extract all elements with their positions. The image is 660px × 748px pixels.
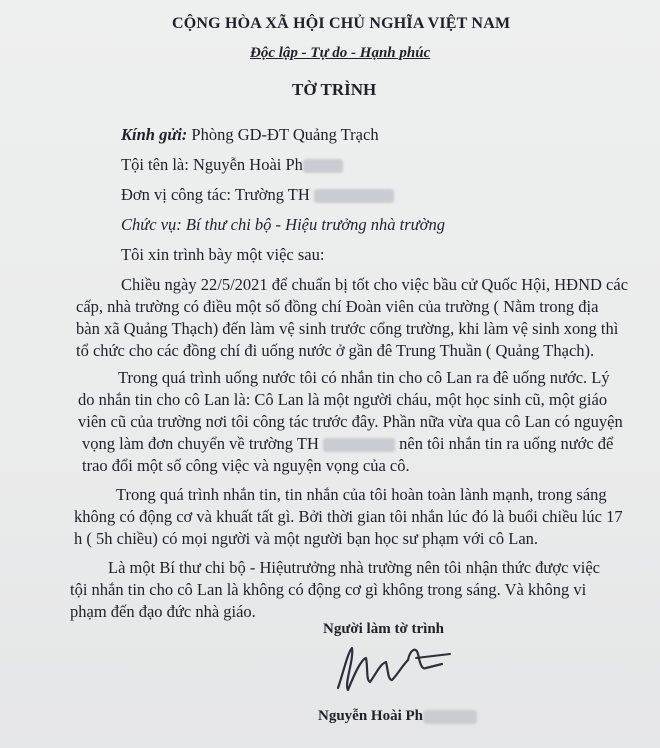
redaction [303, 159, 343, 173]
sender-unit: Đơn vị công tác: Trường TH [121, 185, 310, 204]
body-line: không có động cơ và khuất tất gì. Bởi thời gian tôi nhắn lúc đó là buổi chiều lúc 17 [74, 507, 623, 526]
signer-role: Người làm tờ trình [323, 621, 445, 637]
body-text: nên tôi nhắn tin ra uống nước để [399, 434, 614, 453]
body-line: tổ chức cho các đồng chí đi uống nước ở gần đê Trung Thuần ( Quảng Thạch). [76, 341, 595, 360]
motto: Độc lập - Tự do - Hạnh phúc [250, 45, 431, 61]
body-line: tội nhắn tin cho cô Lan là không có động cơ gì không trong sáng. Và không vi [70, 580, 587, 599]
intro-text: Tôi xin trình bày một việc sau: [121, 245, 325, 264]
recipient-value: Phòng GD-ĐT Quảng Trạch [191, 125, 379, 144]
body-line: trao đổi một số công việc và nguyện vọng của cô. [82, 456, 410, 475]
sender-position: Chức vụ: Bí thư chi bộ - Hiệu trưởng nhà trường [121, 215, 445, 234]
signer-name: Nguyễn Hoài Ph [318, 708, 424, 724]
body-line: cấp, nhà trường có điều một số đồng chí Đoàn viên của trường ( Nằm trong địa [76, 297, 599, 316]
body-line: Chiều ngày 22/5/2021 để chuẩn bị tốt cho việc bầu cử Quốc Hội, HĐND các [121, 275, 629, 294]
recipient-line [121, 125, 379, 145]
sender-name-line [121, 155, 343, 175]
body-line: bàn xã Quảng Thạch) đến làm vệ sinh trước cổng trường, khi làm vệ sinh xong thì [76, 319, 619, 338]
document-title: TỜ TRÌNH [292, 80, 377, 99]
recipient-label: Kính gửi: [121, 125, 188, 144]
redaction [323, 438, 395, 452]
nation-header: CỘNG HÒA XÃ HỘI CHỦ NGHĨA VIỆT NAM [172, 15, 511, 32]
body-text: vọng làm đơn chuyển về trường TH [82, 434, 319, 453]
body-line: Là một Bí thư chi bộ - Hiệutrưởng nhà trường nên tôi nhận thức được việc [108, 558, 600, 577]
body-line-with-redaction [82, 434, 613, 454]
signer-name-line [318, 706, 477, 726]
body-line: viên cũ của trường nơi tôi công tác trước đây. Phần nữa vừa qua cô Lan có nguyện [78, 412, 623, 431]
body-line: h ( 5h chiều) có mọi người và một người bạn học sư phạm với cô Lan. [74, 529, 539, 548]
sender-name: Tội tên là: Nguyễn Hoài Ph [121, 155, 303, 174]
redaction [314, 189, 394, 203]
handwritten-signature [330, 640, 460, 700]
body-line: Trong quá trình nhắn tin, tin nhắn của tôi hoàn toàn lành mạnh, trong sáng [116, 485, 607, 504]
redaction [423, 710, 477, 724]
sender-unit-line [121, 185, 394, 205]
body-line: phạm đến đạo đức nhà giáo. [70, 602, 256, 621]
body-line: Trong quá trình uống nước tôi có nhắn tin cho cô Lan ra đê uống nước. Lý [118, 368, 610, 387]
body-line: do nhắn tin cho cô Lan là: Cô Lan là một người cháu, một học sinh cũ, một giáo [78, 390, 608, 409]
